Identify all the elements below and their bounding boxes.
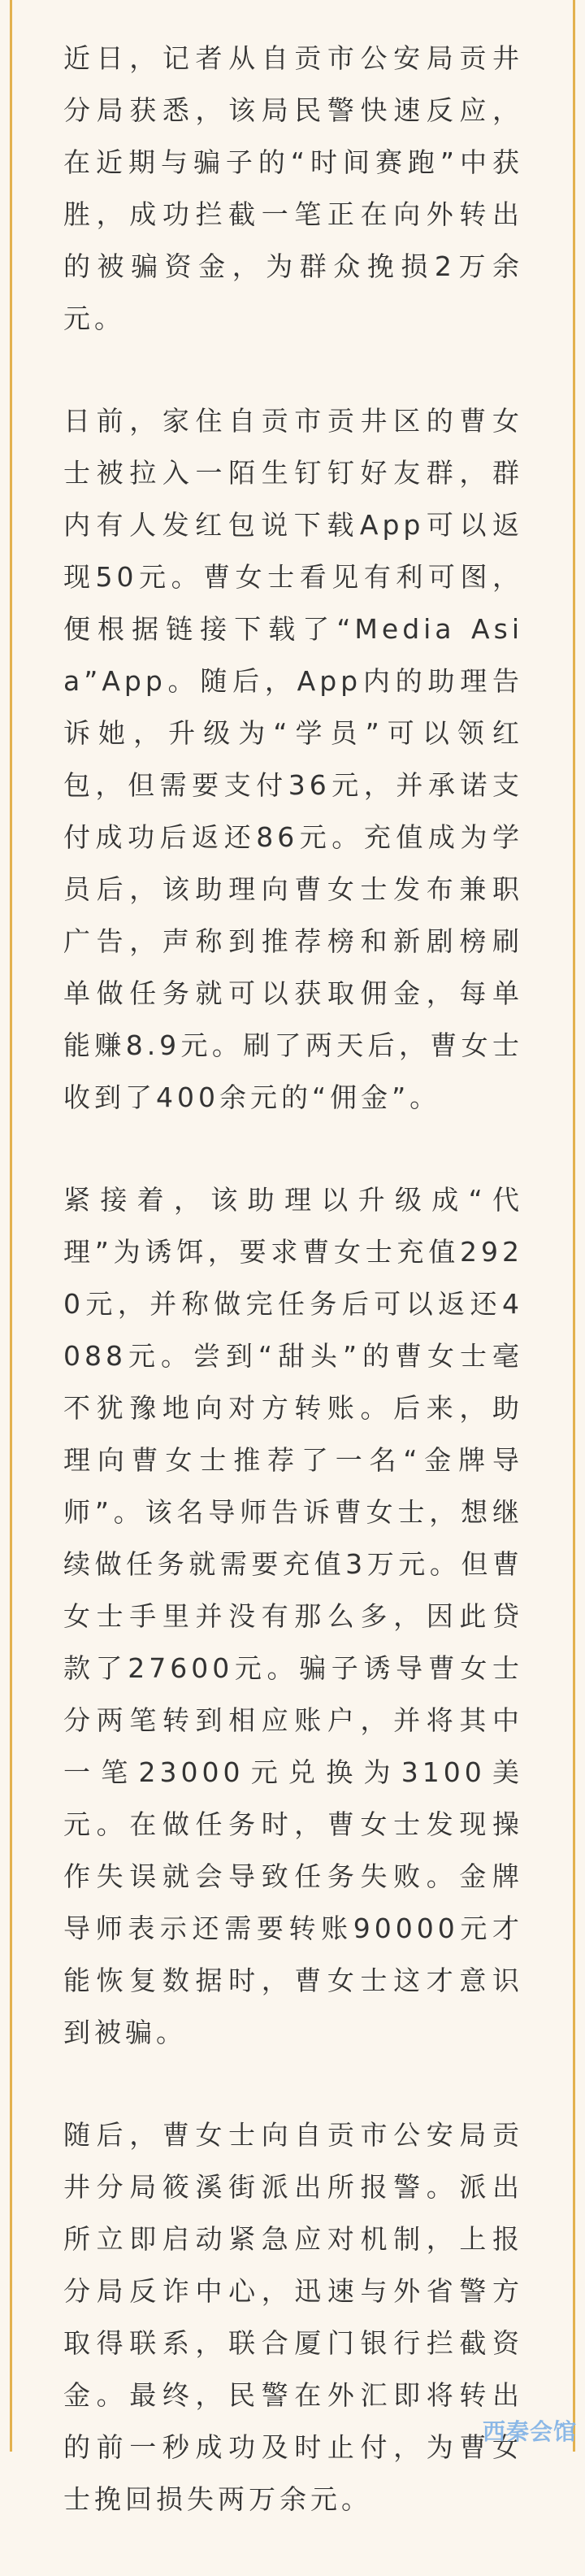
paragraph-escalation: 紧接着，该助理以升级成“代理”为诱饵，要求曹女士充值2920元，并称做完任务后可以返还4088元。尝到“甜头”的曹女士毫不犹豫地向对方转账。后来，助理向曹女士推荐了一名“金牌导师”。该名导师告诉曹女士，想继续做任务就需要充值3万元。但曹女士手里并没有那么多，因此贷款了27600元。骗子诱导曹女士分两笔转到相应账户，并将其中一笔23000元兑换为3100美元。在做任务时，曹女士发现操作失误就会导致任务失败。金牌导师表示还需要转账90000元才能恢复数据时，曹女士这才意识到被骗。	[63, 1184, 523, 2048]
paragraph-background: 日前，家住自贡市贡井区的曹女士被拉入一陌生钉钉好友群，群内有人发红包说下载App可以返现50元。曹女士看见有利可图，便根据链接下载了“Media Asia”App。随后，App内的助理告诉她，升级为“学员”可以领红包，但需要支付36元，并承诺支付成功后返还86元。充值成为学员后，该助理向曹女士发布兼职广告，声称到推荐榜和新剧榜刷单做任务就可以获取佣金，每单能赚8.9元。刷了两天后，曹女士收到了400余元的“佣金”。	[63, 405, 523, 1113]
right-border-line	[573, 0, 575, 2452]
left-border-line	[10, 0, 12, 2452]
article-body	[63, 33, 523, 2576]
paragraph-intro: 近日，记者从自贡市公安局贡井分局获悉，该局民警快速反应，在近期与骗子的“时间赛跑”中获胜，成功拦截一笔正在向外转出的被骗资金，为群众挽损2万余元。	[63, 42, 523, 334]
paragraph-resolution: 随后，曹女士向自贡市公安局贡井分局筱溪街派出所报警。派出所立即启动紧急应对机制，上报分局反诈中心，迅速与外省警方取得联系，联合厦门银行拦截资金。最终，民警在外汇即将转出的前一秒成功及时止付，为曹女士挽回损失两万余元。	[63, 2119, 523, 2515]
watermark-logo: 西秦会馆	[482, 2418, 577, 2445]
